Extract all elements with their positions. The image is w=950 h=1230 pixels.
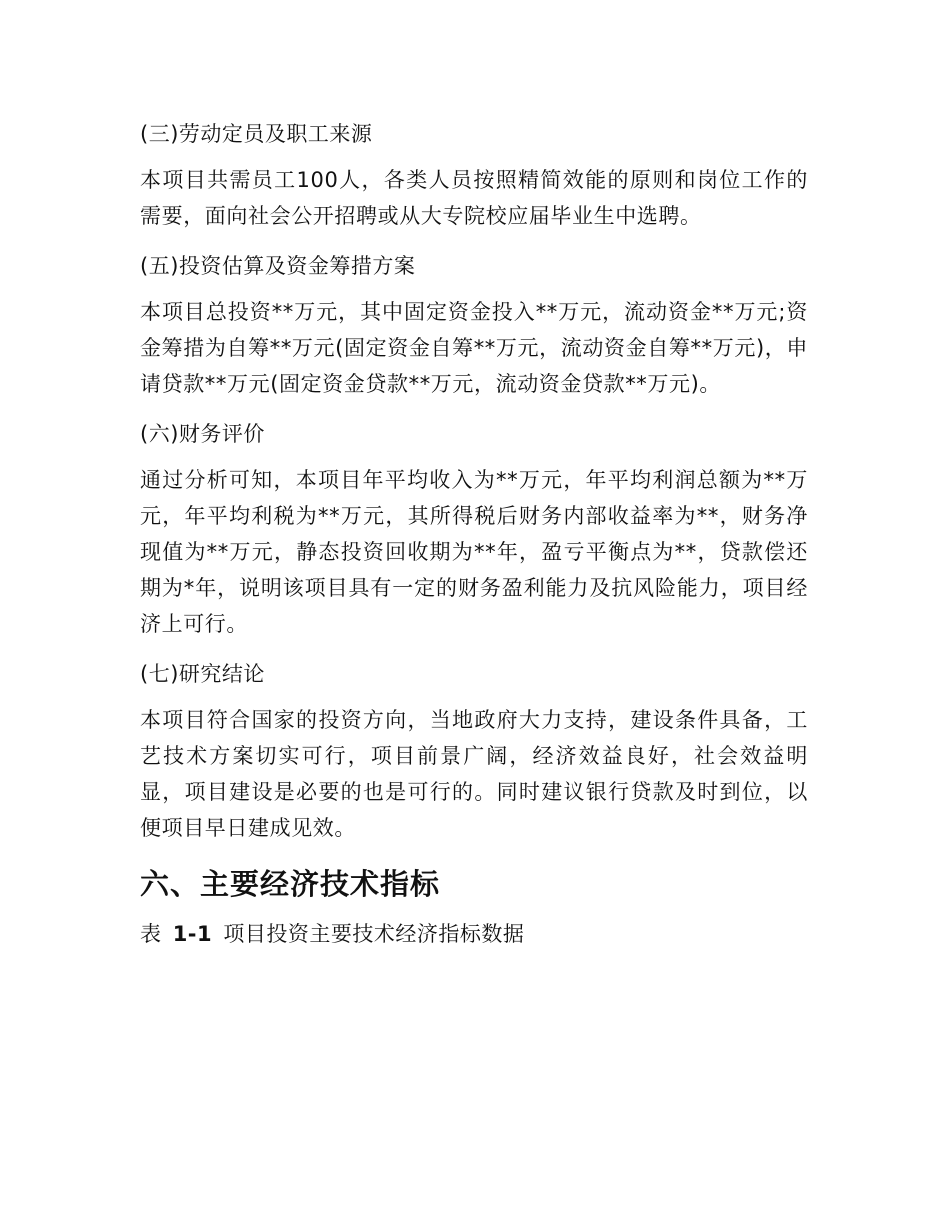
section-heading: (三)劳动定员及职工来源 (140, 122, 373, 146)
table-caption-title: 项目投资主要技术经济指标数据 (223, 922, 525, 946)
section-body: 通过分析可知，本项目年平均收入为**万元，年平均利润总额为**万元，年平均利税为**万元，其所得税后财务内部收益率为**，财务净现值为**万元，静态投资回收期为**年，盈亏平衡点为**，贷款偿还期为*年，说明该项目具有一定的财务盈利能力及抗风险能力，项目经济上可行。 (140, 468, 808, 636)
section-body: 本项目共需员工100人，各类人员按照精简效能的原则和岗位工作的需要，面向社会公开招聘或从大专院校应届毕业生中选聘。 (140, 168, 808, 228)
section-finance (140, 416, 808, 642)
section-body: 本项目符合国家的投资方向，当地政府大力支持，建设条件具备，工艺技术方案切实可行，项目前景广阔，经济效益良好，社会效益明显，项目建设是必要的也是可行的。同时建议银行贷款及时到位，以便项目早日建成见效。 (140, 708, 808, 840)
section-body: 本项目总投资**万元，其中固定资金投入**万元，流动资金**万元;资金筹措为自筹**万元(固定资金自筹**万元，流动资金自筹**万元)，申请贷款**万元(固定资金贷款**万元，流动资金贷款**万元)。 (140, 300, 808, 396)
document-page (140, 116, 808, 952)
section-heading: (六)财务评价 (140, 422, 265, 446)
section-labor (140, 116, 808, 234)
main-heading: 六、主要经济技术指标 (140, 867, 441, 901)
section-heading: (五)投资估算及资金筹措方案 (140, 254, 416, 278)
table-caption-number: 1-1 (172, 922, 213, 946)
section-investment (140, 248, 808, 402)
table-caption-prefix: 表 (140, 922, 162, 946)
section-conclusion (140, 656, 808, 846)
section-heading: (七)研究结论 (140, 662, 265, 686)
table-caption (140, 916, 808, 952)
